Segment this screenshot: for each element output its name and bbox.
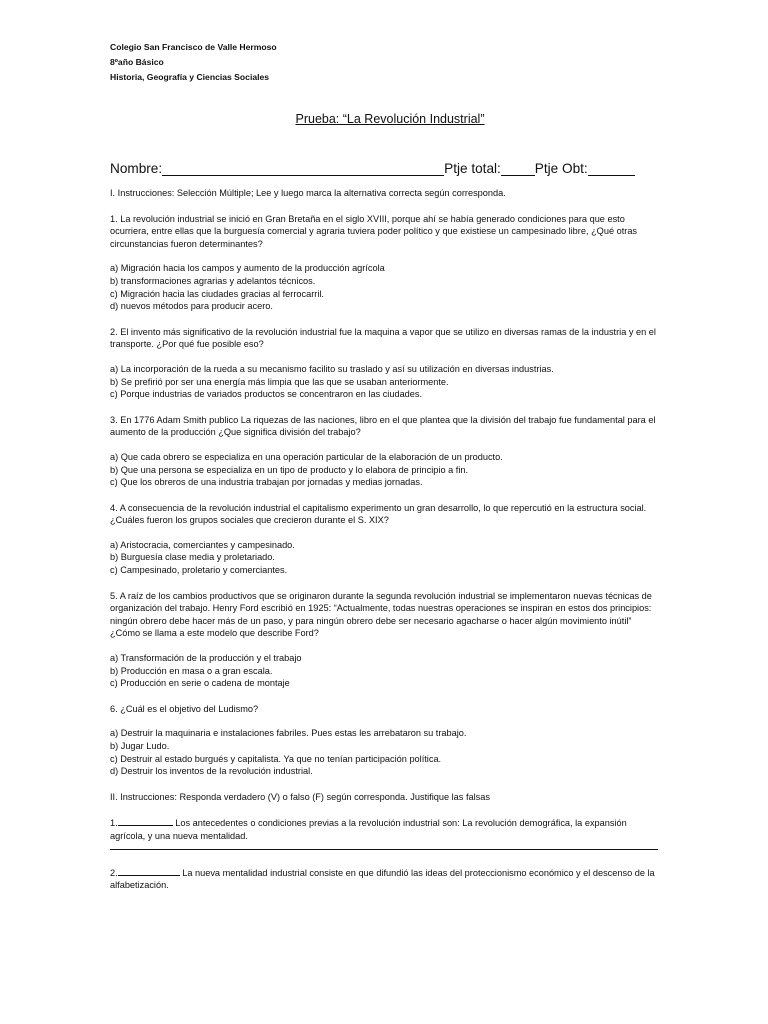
option-b[interactable]: b) transformaciones agrarias y adelantos técnicos. (110, 275, 316, 286)
option-c[interactable]: c) Campesinado, proletario y comerciantes. (110, 565, 288, 576)
true-false-item-2 (110, 866, 660, 892)
option-a[interactable]: a) Transformación de la producción y el trabajo (110, 653, 302, 664)
question-6: 6. ¿Cuál es el objetivo del Ludismo? (110, 703, 259, 714)
school-name: Colegio San Francisco de Valle Hermoso (110, 42, 277, 52)
option-c[interactable]: c) Destruir al estado burgués y capitalista. Ya que no tenían participación política. (110, 753, 442, 764)
item-number: 1. (110, 818, 118, 829)
name-label: Nombre: (110, 161, 163, 176)
name-blank[interactable] (162, 163, 444, 176)
item-number: 2. (110, 867, 118, 878)
total-score-blank[interactable] (501, 163, 535, 176)
question-4: 4. A consecuencia de la revolución industrial el capitalismo experimento un gran desarrollo, lo que repercutió en la estructura social. ¿Cuáles fueron los grupos sociales que crecieron durante el S. XIX? (110, 502, 647, 526)
option-c[interactable]: c) Porque industrias de variados productos se concentraron en las ciudades. (110, 389, 423, 400)
question-3: 3. En 1776 Adam Smith publico La riquezas de las naciones, libro en el que plantea que la división del trabajo fue fundamental para el aumento de la producción ¿Que significa división del trabajo? (110, 414, 656, 438)
option-a[interactable]: a) Migración hacia los campos y aumento de la producción agrícola (110, 263, 385, 274)
obtained-score-blank[interactable] (588, 163, 635, 176)
question-1-options (110, 262, 660, 312)
option-b[interactable]: b) Se prefirió por ser una energía más limpia que las que se usaban anteriormente. (110, 376, 449, 387)
question-2-options (110, 363, 660, 401)
exam-page (110, 40, 660, 892)
option-c[interactable]: c) Migración hacia las ciudades gracias al ferrocarril. (110, 288, 324, 299)
grade-label: 8ºaño Básico (110, 57, 164, 67)
option-b[interactable]: b) Producción en masa o a gran escala. (110, 665, 273, 676)
option-b[interactable]: b) Que una persona se especializa en un tipo de producto y lo elabora de principio a fin. (110, 464, 469, 475)
option-c[interactable]: c) Que los obreros de una industria trabajan por jornadas y medias jornadas. (110, 477, 423, 488)
question-5: 5. A raíz de los cambios productivos que se originaron durante la segunda revolución industrial se implementaron nuevas técnicas de organización del trabajo. Henry Ford escribió en 1925: “Actualmente, todas nuestras operaciones se inspiran en estos dos principios: ningún obrero debe hacer más de un paso, y para ningún obrero debe ser necesario agacharse o hacer algún movimiento inútil” ¿Cómo se llama a este modelo que describe Ford? (110, 590, 652, 639)
question-6-options (110, 727, 660, 777)
answer-blank[interactable] (118, 866, 180, 876)
question-2: 2. El invento más significativo de la revolución industrial fue la maquina a vapor que se utilizo en diversas ramas de la industria y en el transporte. ¿Por qué fue posible eso? (110, 326, 656, 350)
option-a[interactable]: a) Aristocracia, comerciantes y campesinado. (110, 539, 295, 550)
name-score-row (110, 161, 660, 176)
question-4-options (110, 539, 660, 577)
test-title: Prueba: “La Revolución Industrial” (295, 112, 485, 126)
answer-blank[interactable] (118, 816, 173, 826)
question-5-options (110, 652, 660, 690)
justification-line[interactable] (110, 843, 658, 850)
section1-instructions: I. Instrucciones: Selección Múltiple; Lee y luego marca la alternativa correcta según corresponda. (110, 188, 506, 198)
option-a[interactable]: a) Que cada obrero se especializa en una operación particular de la elaboración de un producto. (110, 451, 503, 462)
subject-label: Historia, Geografía y Ciencias Sociales (110, 72, 270, 82)
obtained-score-label: Ptje Obt: (534, 161, 588, 176)
section2-instructions: II. Instrucciones: Responda verdadero (V) o falso (F) según corresponda. Justifique las falsas (110, 791, 490, 802)
question-3-options (110, 451, 660, 489)
true-false-item-1 (110, 816, 660, 842)
option-d[interactable]: d) nuevos métodos para producir acero. (110, 301, 273, 312)
option-c[interactable]: c) Producción en serie o cadena de montaje (110, 678, 290, 689)
option-a[interactable]: a) Destruir la maquinaria e instalaciones fabriles. Pues estas les arrebataron su trabajo. (110, 728, 467, 739)
question-1: 1. La revolución industrial se inició en Gran Bretaña en el siglo XVIII, porque ahí se había generado condiciones para que esto ocurriera, entre ellas que la burguesía comercial y agraria tuviera poder político y que existiese un campesinado libre, ¿Qué otras circunstancias fueron determinantes? (110, 213, 638, 249)
option-b[interactable]: b) Jugar Ludo. (110, 741, 170, 751)
item-text: La nueva mentalidad industrial consiste en que difundió las ideas del proteccionismo económico y el descenso de la alfabetización. (110, 867, 655, 891)
option-d[interactable]: d) Destruir los inventos de la revolución industrial. (110, 766, 313, 777)
total-score-label: Ptje total: (444, 161, 501, 176)
option-b[interactable]: b) Burguesía clase media y proletariado. (110, 552, 275, 563)
option-a[interactable]: a) La incorporación de la rueda a su mecanismo facilito su traslado y así su utilización en diversas industrias. (110, 363, 554, 374)
item-text: Los antecedentes o condiciones previas a la revolución industrial son: La revolución demográfica, la expansión agrícola, y una nueva mentalidad. (110, 818, 627, 841)
